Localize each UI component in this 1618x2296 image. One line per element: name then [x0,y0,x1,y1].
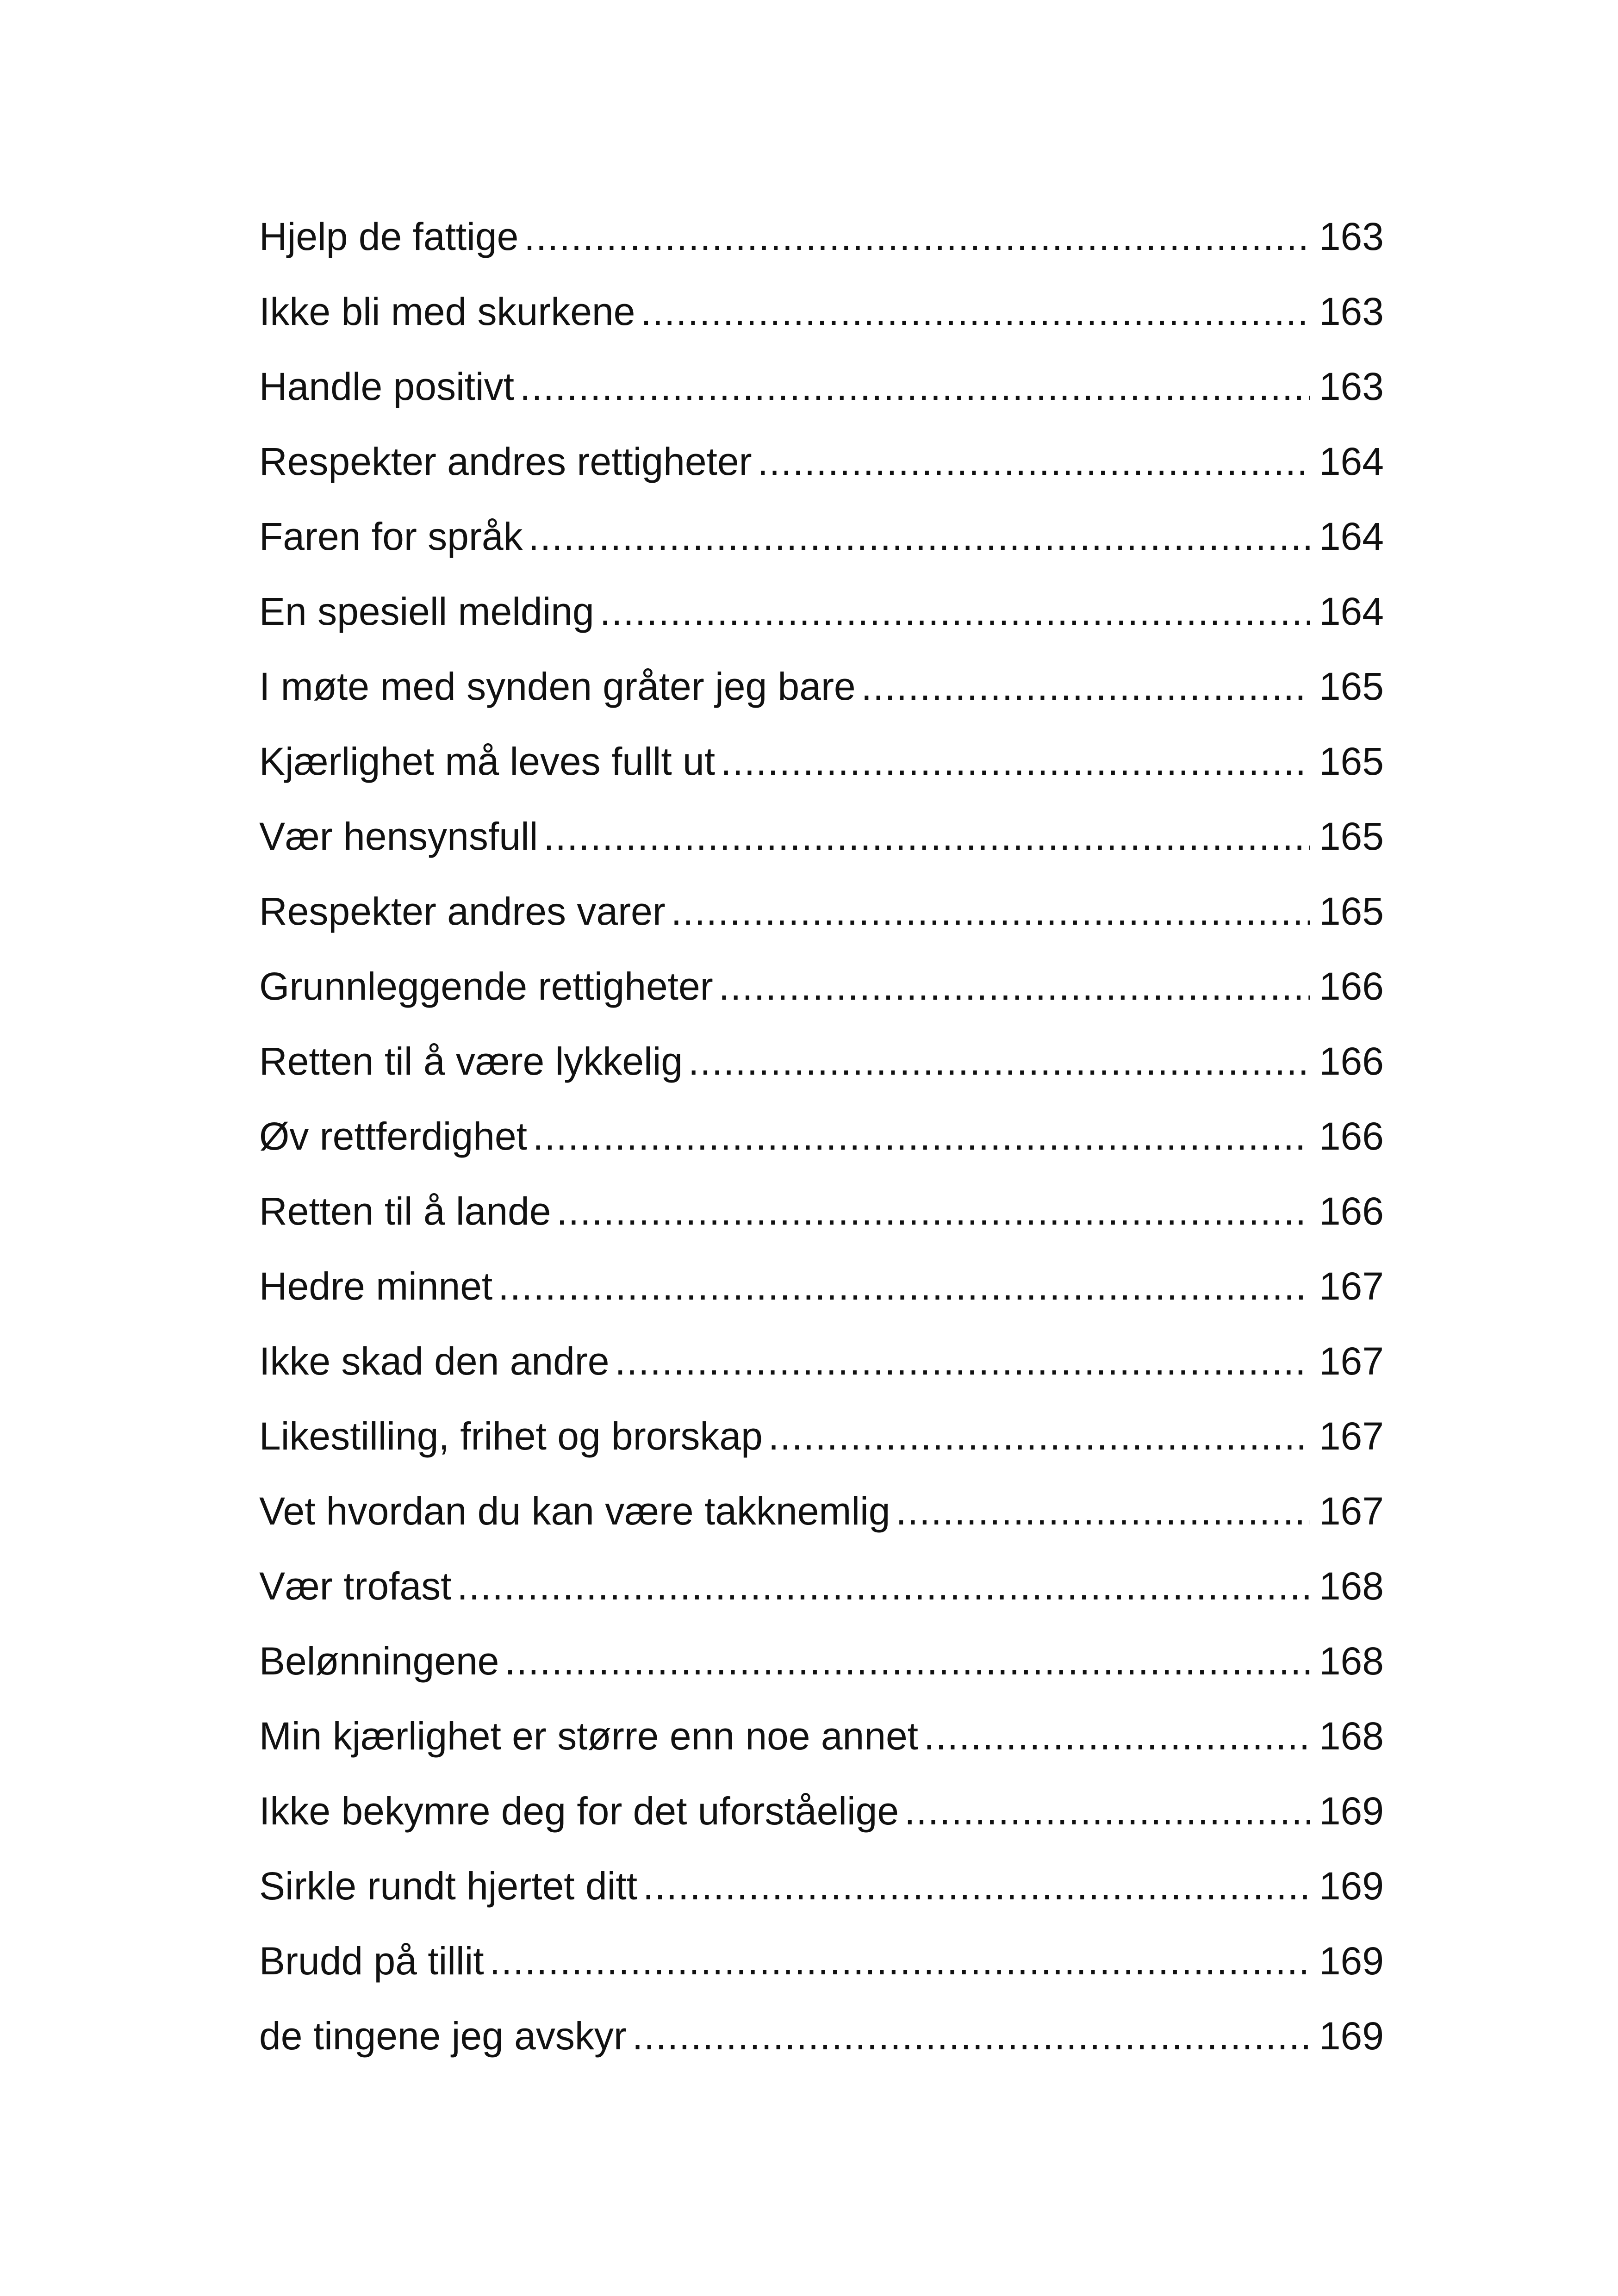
toc-entry[interactable] [259,799,1384,874]
toc-dot-leader [671,874,1310,949]
toc-entry-page-number: 168 [1319,1714,1384,1758]
toc-entry-title: Ikke bli med skurkene [259,290,635,333]
toc-entry[interactable] [259,1399,1384,1474]
toc-dot-leader [896,1474,1310,1549]
toc-entry[interactable] [259,349,1384,424]
toc-entry[interactable] [259,1024,1384,1099]
toc-entry-page-number: 163 [1319,365,1384,408]
toc-dot-leader [498,1249,1310,1324]
toc-dot-leader [758,424,1310,499]
toc-entry-page-number: 164 [1319,515,1384,558]
toc-entry[interactable] [259,1174,1384,1249]
toc-entry-title: Min kjærlighet er større enn noe annet [259,1714,919,1758]
toc-entry-title: Hedre minnet [259,1264,493,1308]
toc-entry-page-number: 168 [1319,1564,1384,1608]
toc-entry[interactable] [259,199,1384,274]
toc-entry[interactable] [259,1624,1384,1699]
toc-entry[interactable] [259,1549,1384,1624]
toc-entry-title: Retten til å være lykkelig [259,1039,683,1083]
toc-entry-title: Respekter andres varer [259,890,666,933]
toc-entry[interactable] [259,1773,1384,1848]
toc-entry-page-number: 167 [1319,1489,1384,1533]
toc-entry-page-number: 169 [1319,1864,1384,1908]
toc-dot-leader [904,1773,1310,1848]
toc-entry[interactable] [259,649,1384,724]
toc-entry-page-number: 169 [1319,1939,1384,1983]
toc-entry-title: Ikke skad den andre [259,1339,610,1383]
toc-dot-leader [600,574,1310,649]
toc-entry[interactable] [259,949,1384,1024]
toc-entry-page-number: 169 [1319,1789,1384,1833]
toc-entry-title: Vær hensynsfull [259,815,538,858]
toc-entry-page-number: 163 [1319,290,1384,333]
toc-entry-title: Grunnleggende rettigheter [259,964,713,1008]
toc-dot-leader [688,1024,1310,1099]
toc-dot-leader [504,1624,1310,1699]
toc-entry-title: Faren for språk [259,515,523,558]
table-of-contents [259,199,1384,2073]
toc-entry-title: Likestilling, frihet og brorskap [259,1414,763,1458]
toc-entry-title: Kjærlighet må leves fullt ut [259,740,716,783]
toc-entry-page-number: 166 [1319,1114,1384,1158]
toc-dot-leader [524,199,1310,274]
toc-dot-leader [721,724,1310,799]
toc-entry-page-number: 165 [1319,890,1384,933]
toc-dot-leader [719,949,1310,1024]
toc-entry-page-number: 166 [1319,1039,1384,1083]
toc-entry-page-number: 165 [1319,740,1384,783]
toc-dot-leader [641,274,1310,349]
toc-entry-page-number: 166 [1319,1189,1384,1233]
toc-entry-title: Belønningene [259,1639,499,1683]
toc-entry-page-number: 168 [1319,1639,1384,1683]
toc-dot-leader [490,1923,1310,1998]
toc-dot-leader [529,499,1310,574]
toc-entry-title: I møte med synden gråter jeg bare [259,665,856,708]
toc-entry[interactable] [259,1324,1384,1399]
toc-entry[interactable] [259,1923,1384,1998]
toc-entry-page-number: 169 [1319,2014,1384,2058]
toc-dot-leader [632,1998,1310,2073]
toc-entry-page-number: 167 [1319,1264,1384,1308]
toc-dot-leader [615,1324,1310,1399]
toc-dot-leader [520,349,1310,424]
toc-entry-page-number: 165 [1319,665,1384,708]
toc-dot-leader [457,1549,1310,1624]
toc-entry-title: Vet hvordan du kan være takknemlig [259,1489,890,1533]
toc-dot-leader [556,1174,1310,1249]
toc-entry-page-number: 164 [1319,590,1384,633]
toc-entry[interactable] [259,274,1384,349]
toc-entry-page-number: 166 [1319,964,1384,1008]
toc-entry-page-number: 167 [1319,1339,1384,1383]
toc-entry[interactable] [259,1998,1384,2073]
toc-entry-title: En spesiell melding [259,590,594,633]
toc-dot-leader [643,1848,1310,1923]
toc-entry-page-number: 163 [1319,215,1384,258]
toc-entry-title: Retten til å lande [259,1189,551,1233]
toc-entry[interactable] [259,424,1384,499]
toc-entry-page-number: 167 [1319,1414,1384,1458]
toc-entry[interactable] [259,574,1384,649]
toc-entry-title: Handle positivt [259,365,514,408]
toc-entry-title: Sirkle rundt hjertet ditt [259,1864,638,1908]
toc-dot-leader [861,649,1310,724]
toc-entry[interactable] [259,1249,1384,1324]
toc-dot-leader [533,1099,1310,1174]
toc-entry[interactable] [259,1474,1384,1549]
toc-dot-leader [924,1699,1310,1773]
toc-entry-title: Øv rettferdighet [259,1114,527,1158]
toc-entry[interactable] [259,1099,1384,1174]
toc-entry-title: Hjelp de fattige [259,215,519,258]
toc-entry-title: Respekter andres rettigheter [259,440,752,483]
toc-dot-leader [543,799,1310,874]
toc-entry-title: Vær trofast [259,1564,452,1608]
toc-entry[interactable] [259,724,1384,799]
toc-dot-leader [768,1399,1310,1474]
toc-entry[interactable] [259,1699,1384,1773]
toc-entry-title: de tingene jeg avskyr [259,2014,627,2058]
toc-entry-page-number: 165 [1319,815,1384,858]
toc-entry-title: Brudd på tillit [259,1939,484,1983]
toc-entry-title: Ikke bekymre deg for det uforståelige [259,1789,899,1833]
toc-entry[interactable] [259,499,1384,574]
toc-entry-page-number: 164 [1319,440,1384,483]
toc-entry[interactable] [259,1848,1384,1923]
toc-entry[interactable] [259,874,1384,949]
